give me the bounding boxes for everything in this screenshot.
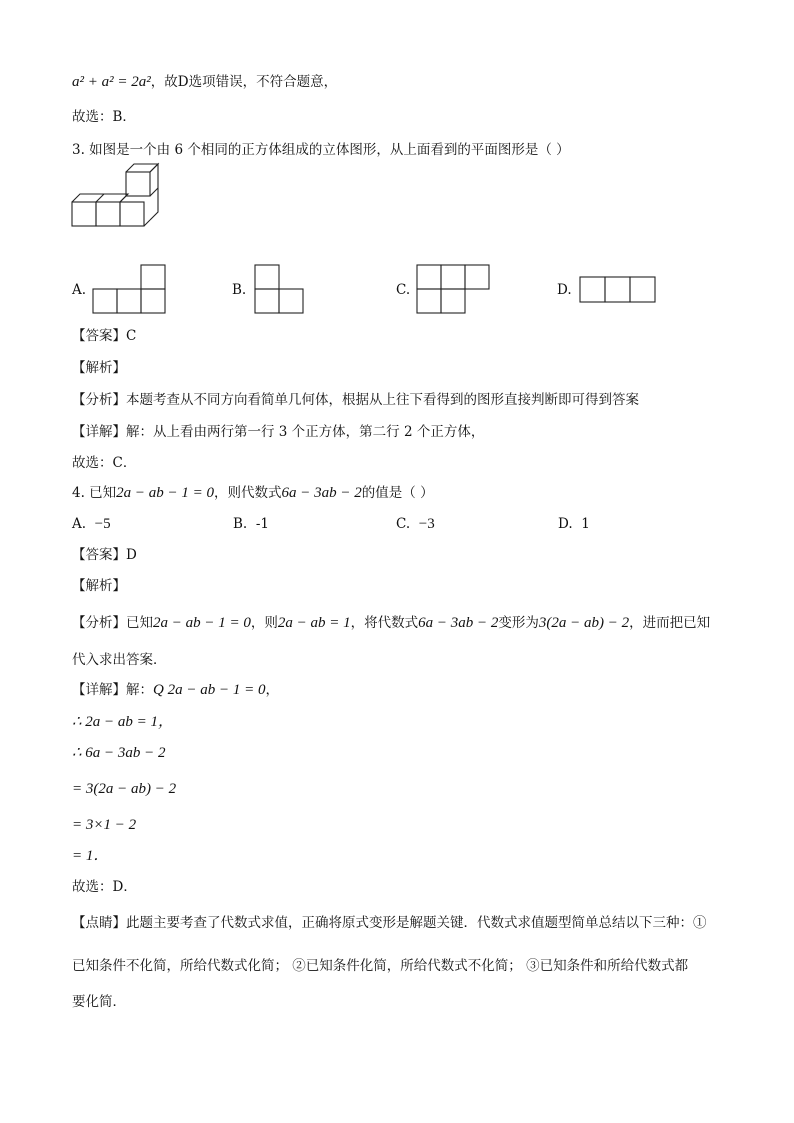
q3-option-b-label: B. — [232, 282, 247, 298]
q3-option-a-label: A. — [72, 282, 87, 298]
q4-stem-b: ，则代数式 — [214, 485, 282, 501]
q3-option-b-figure — [254, 263, 306, 315]
q3-option-a-figure — [92, 263, 168, 315]
q3-solid-figure — [70, 162, 160, 228]
q4-stem-a: 4. 已知 — [72, 485, 117, 501]
q4-stem — [72, 483, 434, 503]
q3-choose: 故选：C． — [72, 455, 137, 471]
q4-step-4: = 3×1 − 2 — [72, 817, 137, 833]
q4-option-a: A. −5 — [72, 516, 111, 532]
q4-step-5: = 1． — [72, 848, 109, 864]
top-equation-tail: ，故D选项错误，不符合题意， — [150, 74, 338, 90]
q3-option-d-label: D. — [557, 282, 572, 298]
q4-stem-eq2: 6a − 3ab − 2 — [281, 485, 362, 501]
top-equation: a² + a² = 2a² — [72, 74, 151, 90]
q4-answer: 【答案】D — [72, 547, 137, 563]
q4-stem-c: 的值是（ ） — [361, 485, 434, 501]
q4-analysis: 【分析】已知2a − ab − 1 = 0，则2a − ab = 1，将代数式6a − 3ab − 2变形为3(2a − ab) − 2，进而把已知 — [72, 615, 711, 631]
q4-comment-line1: 【点睛】此题主要考查了代数式求值，正确将原式变形是解题关键．代数式求值题型简单总结以下三种：① — [72, 915, 707, 931]
q4-step-1: ∴ 2a − ab = 1， — [72, 714, 174, 730]
q3-answer: 【答案】C — [72, 328, 137, 344]
q4-step-2: ∴ 6a − 3ab − 2 — [72, 745, 166, 761]
top-choose: 故选：B． — [72, 109, 136, 125]
top-equation-line — [72, 72, 337, 92]
q4-option-b: B. -1 — [233, 516, 269, 532]
q4-step-3: = 3(2a − ab) − 2 — [72, 781, 177, 797]
q4-detail-head: 【详解】解：Q 2a − ab − 1 = 0， — [72, 682, 279, 698]
q4-analysis-head: 【解析】 — [72, 578, 126, 594]
q4-analysis-line2: 代入求出答案． — [72, 652, 167, 668]
q4-option-d: D. 1 — [558, 516, 590, 532]
q3-stem: 3. 如图是一个由 6 个相同的正方体组成的立体图形，从上面看到的平面图形是（ ） — [72, 142, 570, 158]
q3-analysis: 【分析】本题考查从不同方向看简单几何体，根据从上往下看得到的图形直接判断即可得到答案 — [72, 392, 639, 408]
q4-comment-line3: 要化简． — [72, 994, 126, 1010]
q4-choose: 故选：D． — [72, 879, 137, 895]
q4-option-c: C. −3 — [396, 516, 435, 532]
q3-option-c-label: C. — [396, 282, 411, 298]
q4-comment-line2: 已知条件不化简，所给代数式化简； ②已知条件化简，所给代数式不化简； ③已知条件和所给代数式都 — [72, 958, 689, 974]
q3-detail: 【详解】解：从上看由两行第一行 3 个正方体，第二行 2 个正方体， — [72, 424, 485, 440]
q4-stem-eq1: 2a − ab − 1 = 0 — [116, 485, 215, 501]
q3-option-c-figure — [416, 263, 492, 315]
q3-option-d-figure — [579, 275, 659, 305]
q3-analysis-head: 【解析】 — [72, 360, 126, 376]
